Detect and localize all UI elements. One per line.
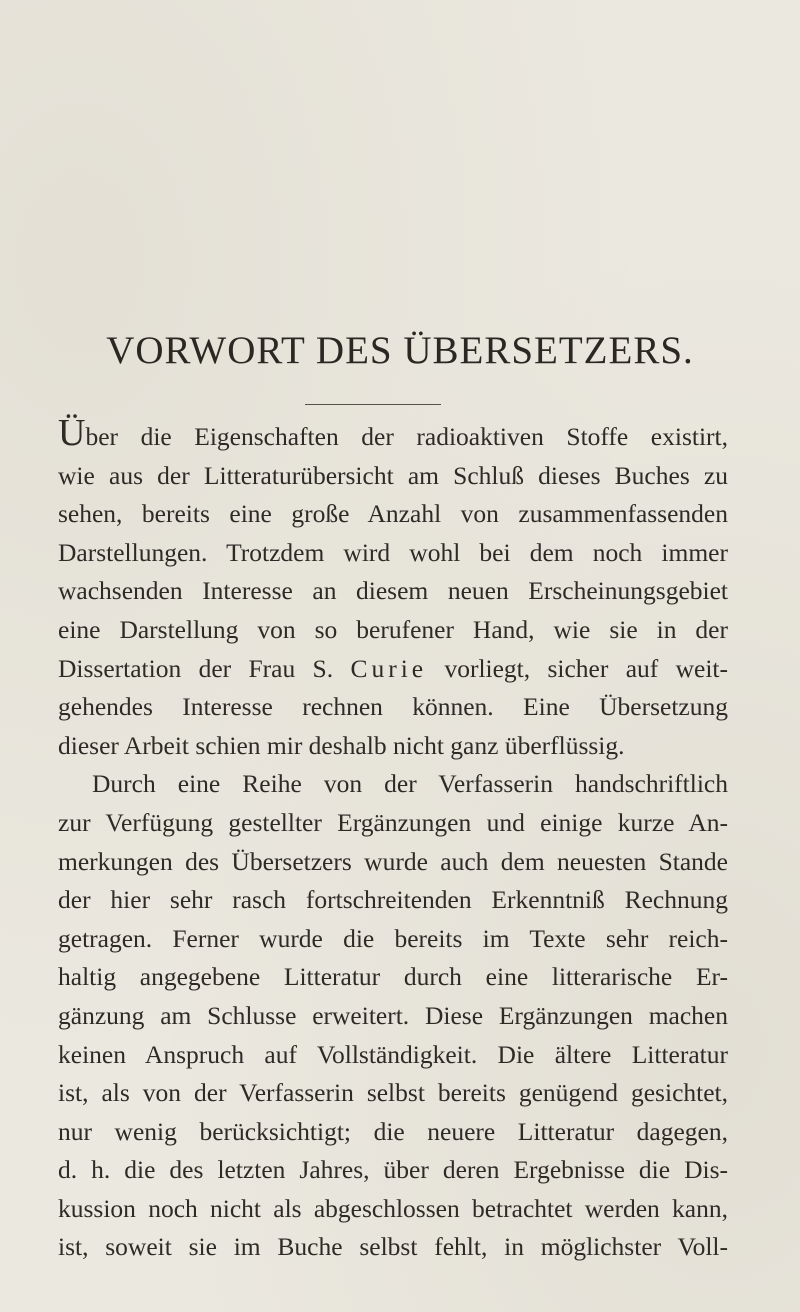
- text-line: Über die Eigenschaften der radioaktiven Stoffe existirt,: [58, 412, 728, 454]
- text-line: d. h. die des letzten Jahres, über deren Ergebnisse die Dis-: [58, 1155, 728, 1185]
- text-line: eine Darstellung von so berufener Hand, wie sie in der: [58, 614, 728, 644]
- text-line: getragen. Ferner wurde die bereits im Texte sehr reich-: [58, 923, 728, 953]
- body-text: [58, 412, 729, 1267]
- text-line: Dissertation der Frau S. Curie vorliegt, sicher auf weit-: [58, 653, 729, 683]
- page-title: VORWORT DES ÜBERSETZERS.: [106, 329, 694, 372]
- drop-capital: Ü: [58, 412, 86, 454]
- text-line: kussion noch nicht als abgeschlossen betrachtet werden kann,: [58, 1193, 728, 1223]
- text-line: Durch eine Reihe von der Verfasserin handschriftlich: [92, 769, 728, 799]
- text-line: gehendes Interesse rechnen können. Eine Übersetzung: [58, 692, 728, 722]
- text-line: Darstellungen. Trotzdem wird wohl bei dem noch immer: [58, 537, 728, 567]
- text-line: wachsenden Interesse an diesem neuen Erscheinungsgebiet: [58, 576, 728, 606]
- text-line: gänzung am Schlusse erweitert. Diese Ergänzungen machen: [58, 1000, 728, 1030]
- text-line: dieser Arbeit schien mir deshalb nicht ganz überflüssig.: [58, 730, 625, 760]
- text-line: der hier sehr rasch fortschreitenden Erkenntniß Rechnung: [58, 885, 728, 915]
- text-line: haltig angegebene Litteratur durch eine litterarische Er-: [58, 962, 728, 992]
- text-line: nur wenig berücksichtigt; die neuere Litteratur dagegen,: [58, 1116, 728, 1146]
- text-line: ist, soweit sie im Buche selbst fehlt, in möglichster Voll-: [58, 1232, 728, 1262]
- text-line: ist, als von der Verfasserin selbst bereits genügend gesichtet,: [58, 1078, 728, 1108]
- text-line: sehen, bereits eine große Anzahl von zusammenfassenden: [58, 499, 728, 529]
- author-name-spaced: Curie: [350, 653, 428, 683]
- text-line: keinen Anspruch auf Vollständigkeit. Die ältere Litteratur: [58, 1039, 728, 1069]
- text-line: merkungen des Übersetzers wurde auch dem neuesten Stande: [58, 846, 728, 876]
- title-divider: [305, 404, 441, 405]
- text-line: wie aus der Litteraturübersicht am Schluß dieses Buches zu: [58, 460, 728, 490]
- text-line: zur Verfügung gestellter Ergänzungen und einige kurze An-: [58, 807, 728, 837]
